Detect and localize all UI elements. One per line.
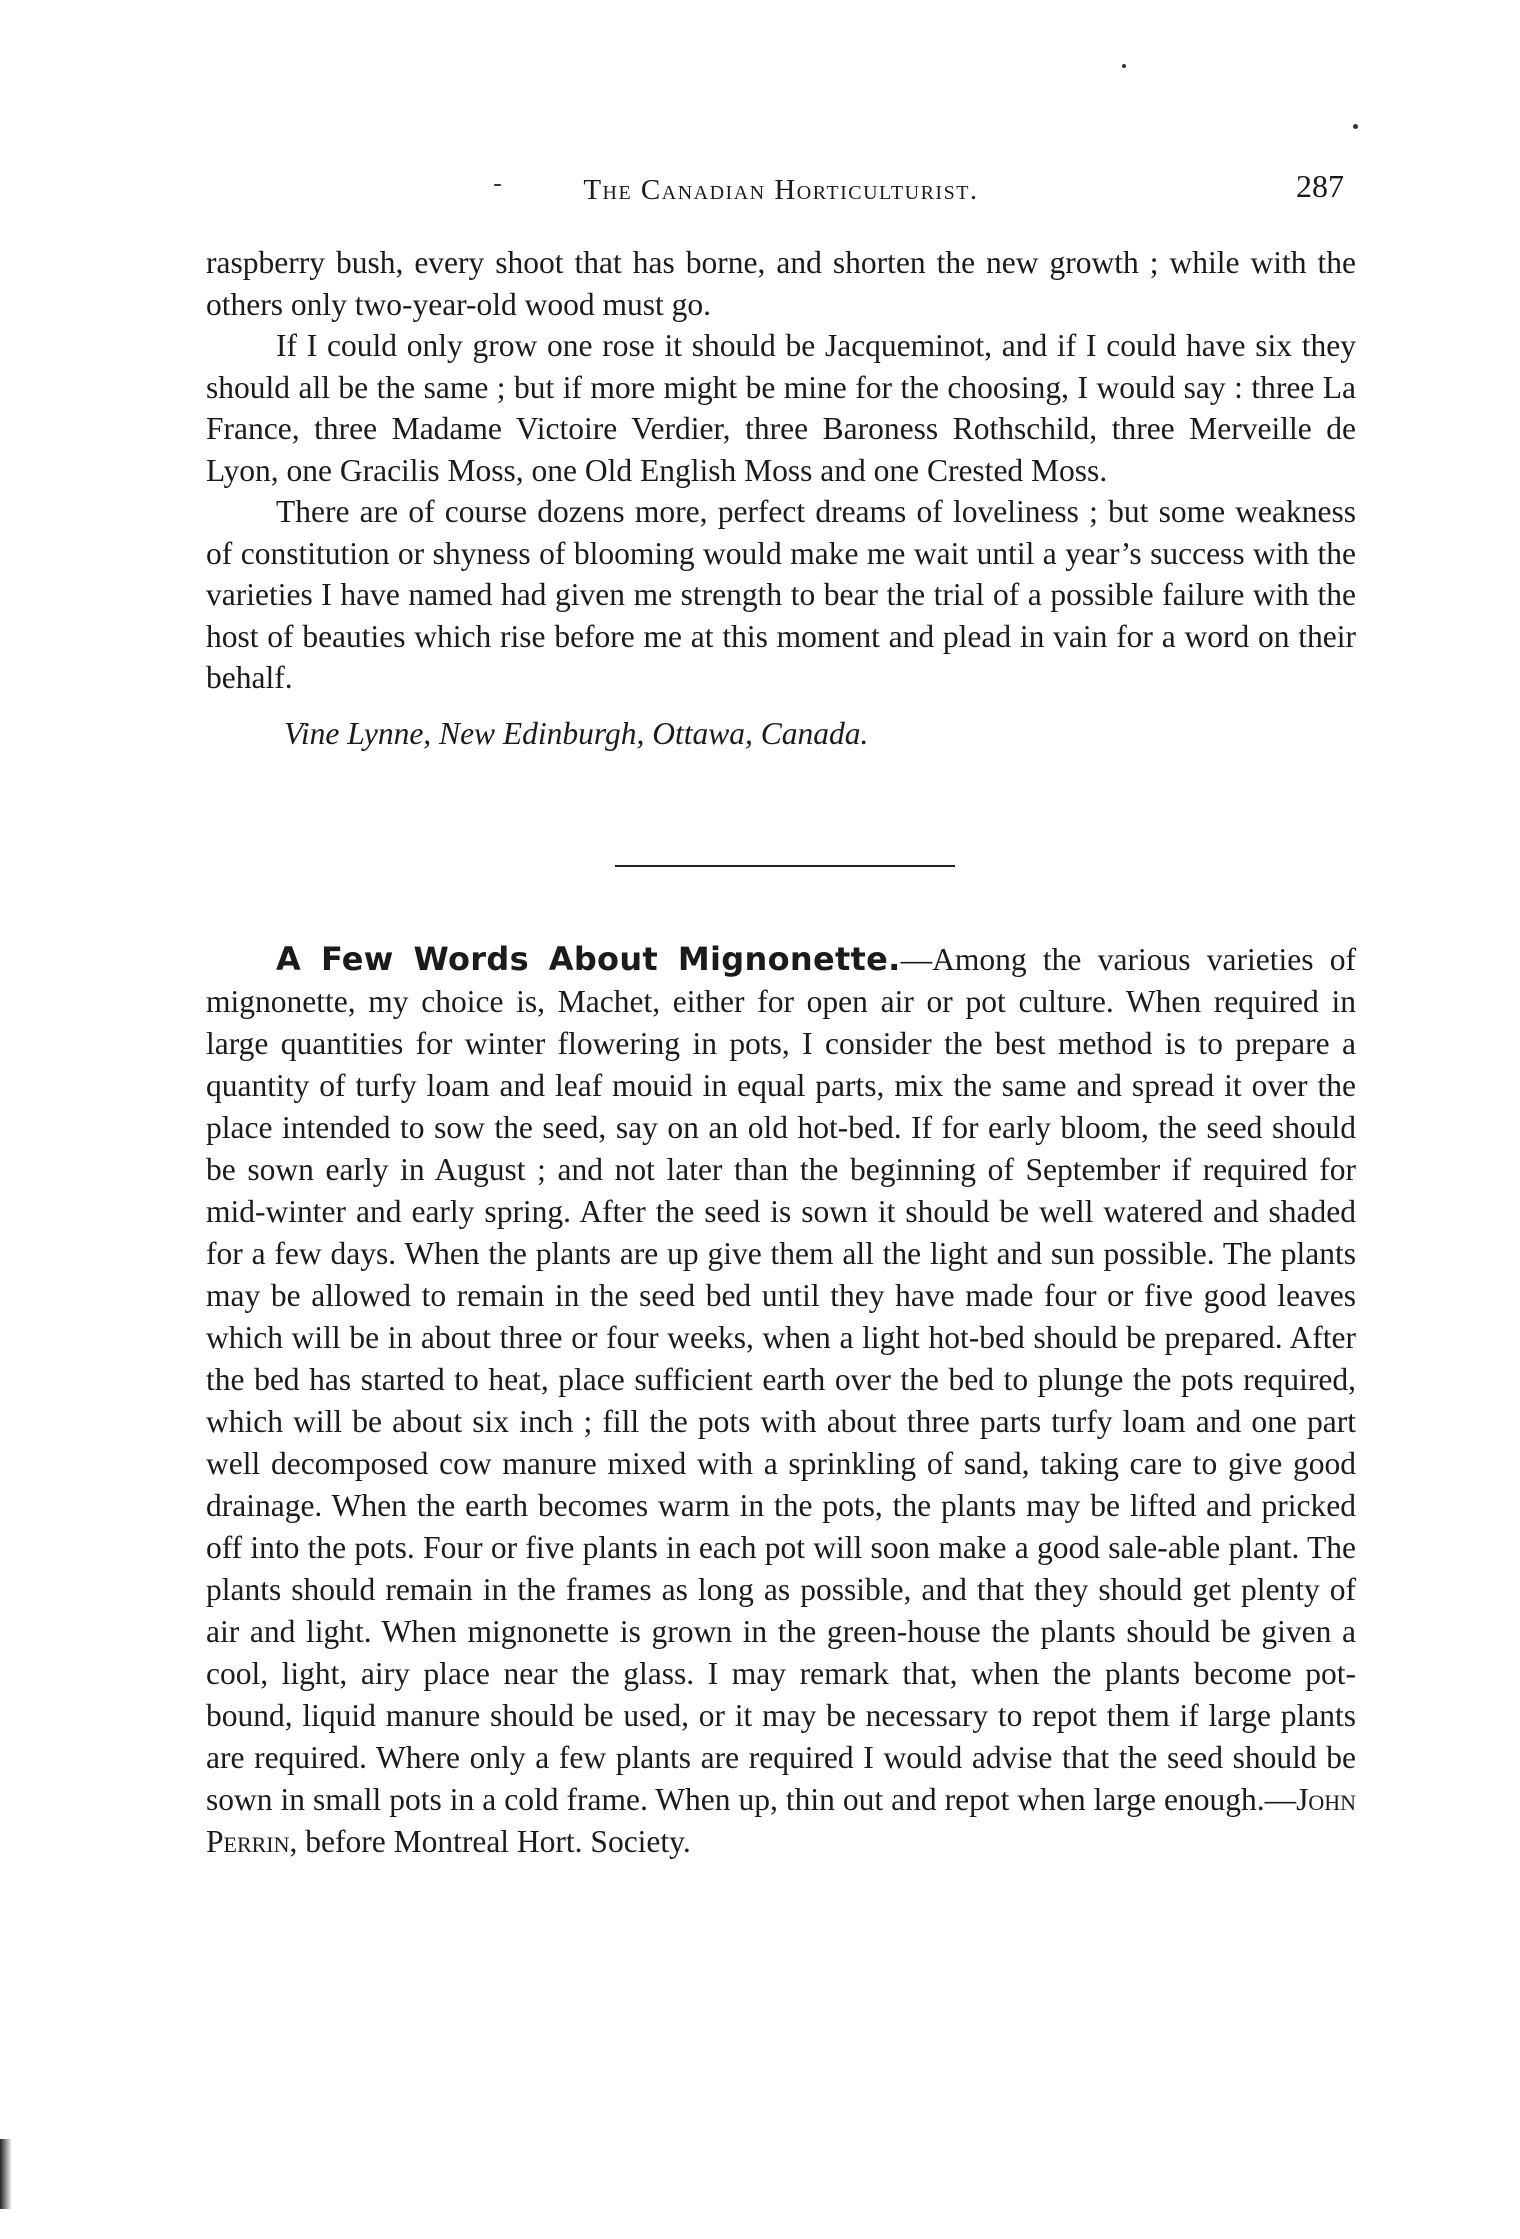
paragraph: There are of course dozens more, perfect dreams of loveliness ; but some weakness of constitution or shyness of blooming would make me wait until a year’s success with the varieties I have named had given me strength to bear the trial of a possible failure with the host of beauties which rise before me at this moment and plead in vain for a word on their behalf. [206, 494, 1356, 695]
article-author: John Perrin [206, 1782, 1356, 1859]
page-number: 287 [1296, 168, 1344, 204]
scan-edge-mark [0, 2139, 12, 2209]
scan-speck [1122, 64, 1126, 68]
article-heading: A Few Words About Mignonette. [276, 940, 901, 978]
paragraph: If I could only grow one rose it should be Jacqueminot, and if I could have six they should all be the same ; but if more might be mine for the choosing, I would say : three La France, three Madame Victoire Verdier, three Baroness Rothschild, three Merveille de Lyon, one Gracilis Moss, one Old English Moss and one Crested Moss. [206, 328, 1356, 488]
running-title: The Canadian Horticulturist. [583, 174, 979, 206]
page-header [206, 168, 1356, 218]
article-paragraph [206, 938, 1356, 1863]
scan-speck [494, 184, 501, 186]
scan-speck [1353, 124, 1358, 129]
signature-line: Vine Lynne, New Edinburgh, Ottawa, Canada. [284, 715, 869, 751]
article-body: —Among the various varieties of mignonette, my choice is, Machet, either for open air or pot culture. When required in large quantities for winter flowering in pots, I consider the best method is to prepare a quantity of turfy loam and leaf mouid in equal parts, mix the same and spread it over the place intended to sow the seed, say on an old hot-bed. If for early bloom, the seed should be sown early in August ; and not later than the beginning of September if required for mid-winter and early spring. After the seed is sown it should be well watered and shaded for a few days. When the plants are up give them all the light and sun possible. The plants may be allowed to remain in the seed bed until they have made four or five good leaves which will be in about three or four weeks, when a light hot-bed should be prepared. After the bed has started to heat, place sufficient earth over the bed to plunge the pots required, which will be about six inch ; fill the pots with about three parts turfy loam and one part well decomposed cow manure mixed with a sprinkling of sand, taking care to give good drainage. When the earth becomes warm in the pots, the plants may be lifted and pricked off into the pots. Four or five plants in each pot will soon make a good sale-able plant. The plants should remain in the frames as long as possible, and that they should get plenty of air and light. When mignonette is grown in the green-house the plants should be given a cool, light, airy place near the glass. I may remark that, when the plants become pot-bound, liquid manure should be used, or it may be necessary to repot them if large plants are required. Where only a few plants are required I would advise that the seed should be sown in small pots in a cold frame. When up, thin out and repot when large enough.— [206, 942, 1357, 1817]
paragraph: raspberry bush, every shoot that has borne, and shorten the new growth ; while with the others only two-year-old wood must go. [206, 245, 1356, 322]
section-divider [615, 865, 955, 867]
article-attribution: , before Montreal Hort. Society. [289, 1824, 691, 1859]
mignonette-article [206, 938, 1356, 1863]
rose-article [206, 242, 1356, 754]
